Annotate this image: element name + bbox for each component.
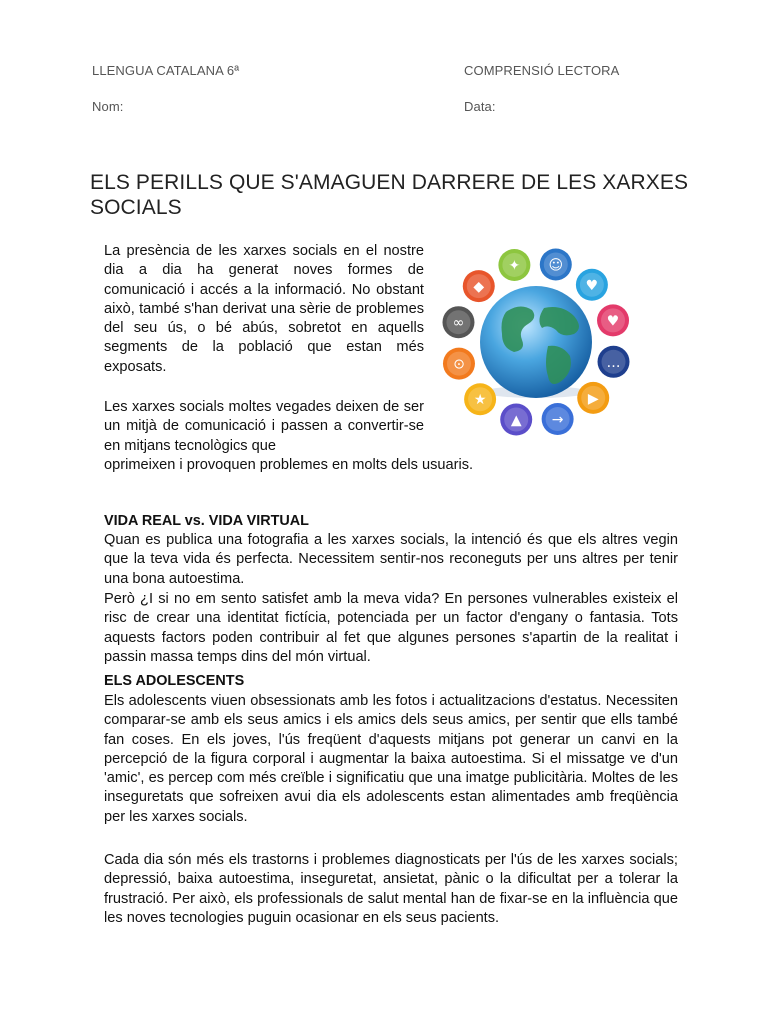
intro-paragraph-2b: oprimeixen i provoquen problemes en molts dels usuaris. xyxy=(104,457,474,473)
star-icon xyxy=(464,383,496,415)
puzzle-icon xyxy=(498,249,530,281)
globe-icon xyxy=(480,286,592,398)
user-icon xyxy=(540,248,572,280)
vida-real-paragraph-2: Però ¿I si no em sento satisfet amb la meva vida? En persones vulnerables existeix el risc de crear una identitat fictícia, potenciada per un factor d'engany o fantasia. Tots aquests factors poden contribuir al fet que algunes persones s'apartin de la realitat i passin massa temps dins del món virtual. xyxy=(104,591,678,665)
name-label: Nom: xyxy=(92,99,124,114)
play-icon xyxy=(500,404,532,436)
intro-paragraph-1: La presència de les xarxes socials en el nostre dia a dia ha generat noves formes de comunicació i accés a la informació. No obstant això, també s'han derivat una sèrie de problemes del seu ús, o bé abús, sobretot en aquells segments de la població que estan més exposats. xyxy=(104,243,424,375)
vida-real-paragraph-1: Quan es publica una fotografia a les xarxes socials, la intenció és que els altres vegin que la teva vida és perfecta. Necessitem sentir-nos reconeguts per uns altres per tenir una bona autoestima. xyxy=(104,532,678,587)
social-media-globe-graphic xyxy=(436,242,636,442)
svg-text:…: … xyxy=(606,354,621,371)
svg-text:♥: ♥ xyxy=(606,313,620,330)
link-icon xyxy=(442,306,474,338)
heart-icon xyxy=(597,304,629,336)
section-heading-adolescents: ELS ADOLESCENTS xyxy=(104,673,245,689)
svg-text:▶: ▶ xyxy=(587,390,599,407)
svg-text:✦: ✦ xyxy=(508,257,521,274)
adolescents-paragraph-1: Els adolescents viuen obsessionats amb les fotos i actualitzacions d'estatus. Necessiten comparar-se amb els seus amics i els amics dels seus amics, per sentir que ells també fan coses. En els joves, l'ús freqüent d'aquests mitjans pot generar un canvi en la percepció de la figura corporal i augmentar la baixa autoestima. Si el missatge ve d'un 'amic', es percep com més creïble i significatiu que una imatge publicitària. Moltes de les inseguretats que sofreixen avui dia els adolescents estan alimentades amb freqüència per les xarxes socials. xyxy=(104,693,678,825)
svg-text:▲: ▲ xyxy=(510,412,522,429)
svg-text:→: → xyxy=(551,412,564,429)
section-heading-vida-real: VIDA REAL vs. VIDA VIRTUAL xyxy=(104,513,309,529)
page-title: ELS PERILLS QUE S'AMAGUEN DARRERE DE LES XARXES SOCIALS xyxy=(90,171,689,219)
svg-text:☺: ☺ xyxy=(548,257,564,274)
chat-icon xyxy=(598,346,630,378)
svg-text:∞: ∞ xyxy=(452,315,465,332)
header-type: COMPRENSIÓ LECTORA xyxy=(464,63,620,78)
svg-text:♥: ♥ xyxy=(585,277,599,294)
share-icon xyxy=(542,403,574,435)
twitter-bird-icon xyxy=(576,269,608,301)
header-subject: LLENGUA CATALANA 6ª xyxy=(92,63,240,78)
tag-icon xyxy=(463,270,495,302)
rss-icon xyxy=(443,348,475,380)
date-label: Data: xyxy=(464,99,496,114)
video-icon xyxy=(577,382,609,414)
svg-text:◆: ◆ xyxy=(473,279,485,296)
intro-paragraph-2a: Les xarxes socials moltes vegades deixen de ser un mitjà de comunicació i passen a convertir-se en mitjans tecnològics que xyxy=(104,399,424,454)
adolescents-paragraph-2: Cada dia són més els trastorns i problemes diagnosticats per l'ús de les xarxes socials; depressió, baixa autoestima, inseguretat, ansietat, pànic o la dificultat per a tolerar la frustració. Per això, els professionals de salut mental han de fixar-se en la influència que les noves tecnologies puguin ocasionar en els seus pacients. xyxy=(104,852,678,926)
svg-text:⊙: ⊙ xyxy=(453,356,465,373)
svg-text:★: ★ xyxy=(473,392,487,409)
